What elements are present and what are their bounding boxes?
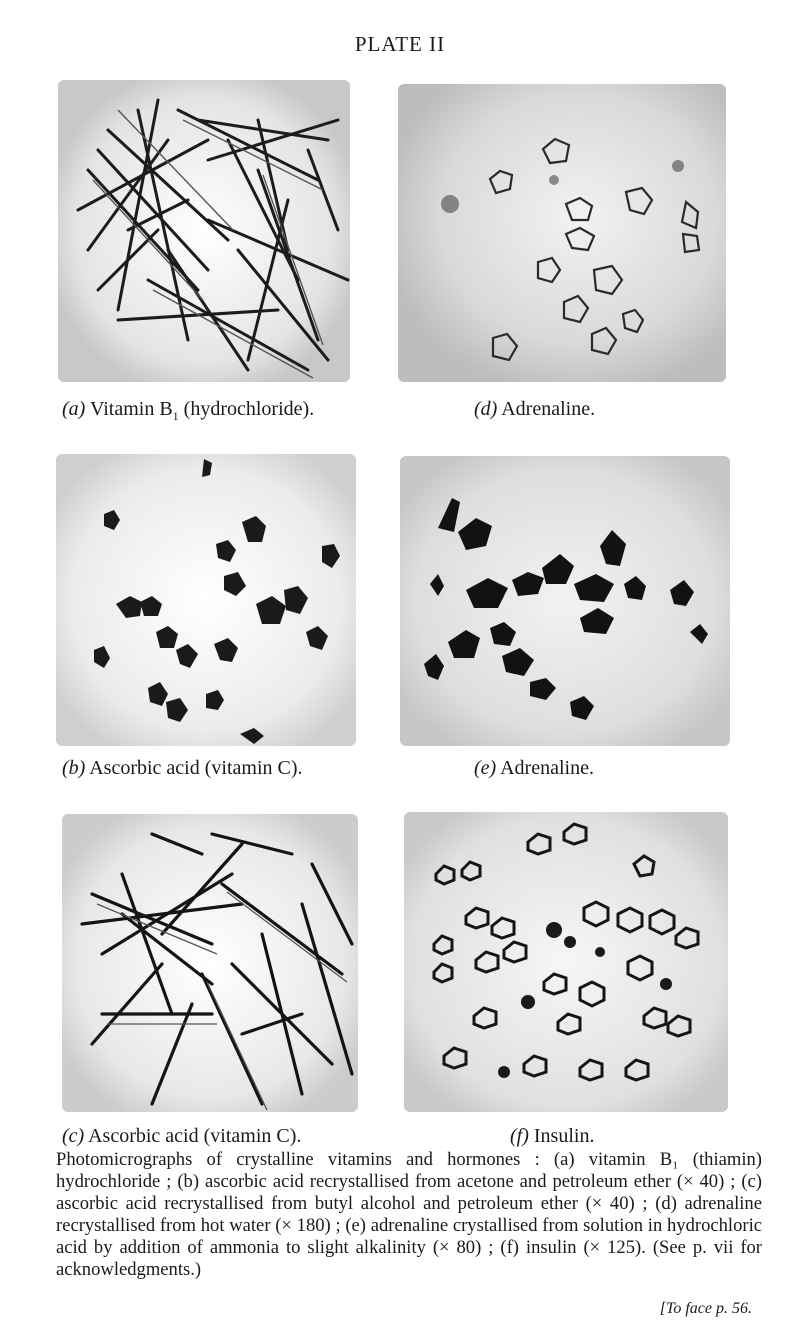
plate-title: PLATE II <box>354 32 446 56</box>
photomicrograph-f <box>404 812 728 1112</box>
photomicrograph-d <box>398 84 726 382</box>
caption-d: (d) Adrenaline. <box>474 398 596 420</box>
caption-f: (f) Insulin. <box>510 1125 595 1147</box>
photomicrograph-a <box>58 80 350 382</box>
caption-a: (a) Vitamin $B_1$ (hydrochloride). <box>62 398 315 423</box>
to-face-page-note: [To face p. 56. <box>659 1300 752 1317</box>
photomicrograph-c <box>62 814 358 1112</box>
caption-e: (e) Adrenaline. <box>474 757 594 779</box>
caption-c: (c) Ascorbic acid (vitamin C). <box>62 1125 302 1147</box>
caption-b: (b) Ascorbic acid (vitamin C). <box>62 757 303 779</box>
photomicrograph-e <box>400 456 730 746</box>
plate-description: Photomicrographs of crystalline vitamins and hormones : (a) vitamin B₁ (thiamin) hydrochloride ; (b) ascorbic acid recrystallised from acetone and petroleum ether (× 40) ; (c) ascorbic acid recrystallised from butyl alcohol and petroleum ether (× 40) ; (d) adrenaline recrystallised from hot water (× 180) ; (e) adrenaline crystallised from solution in hydrochloric acid by addition of ammonia to slight alkalinity (× 80) ; (f) insulin (× 125). (See p. vii for acknowledgments.) <box>56 1149 762 1280</box>
photomicrograph-b <box>56 454 356 746</box>
